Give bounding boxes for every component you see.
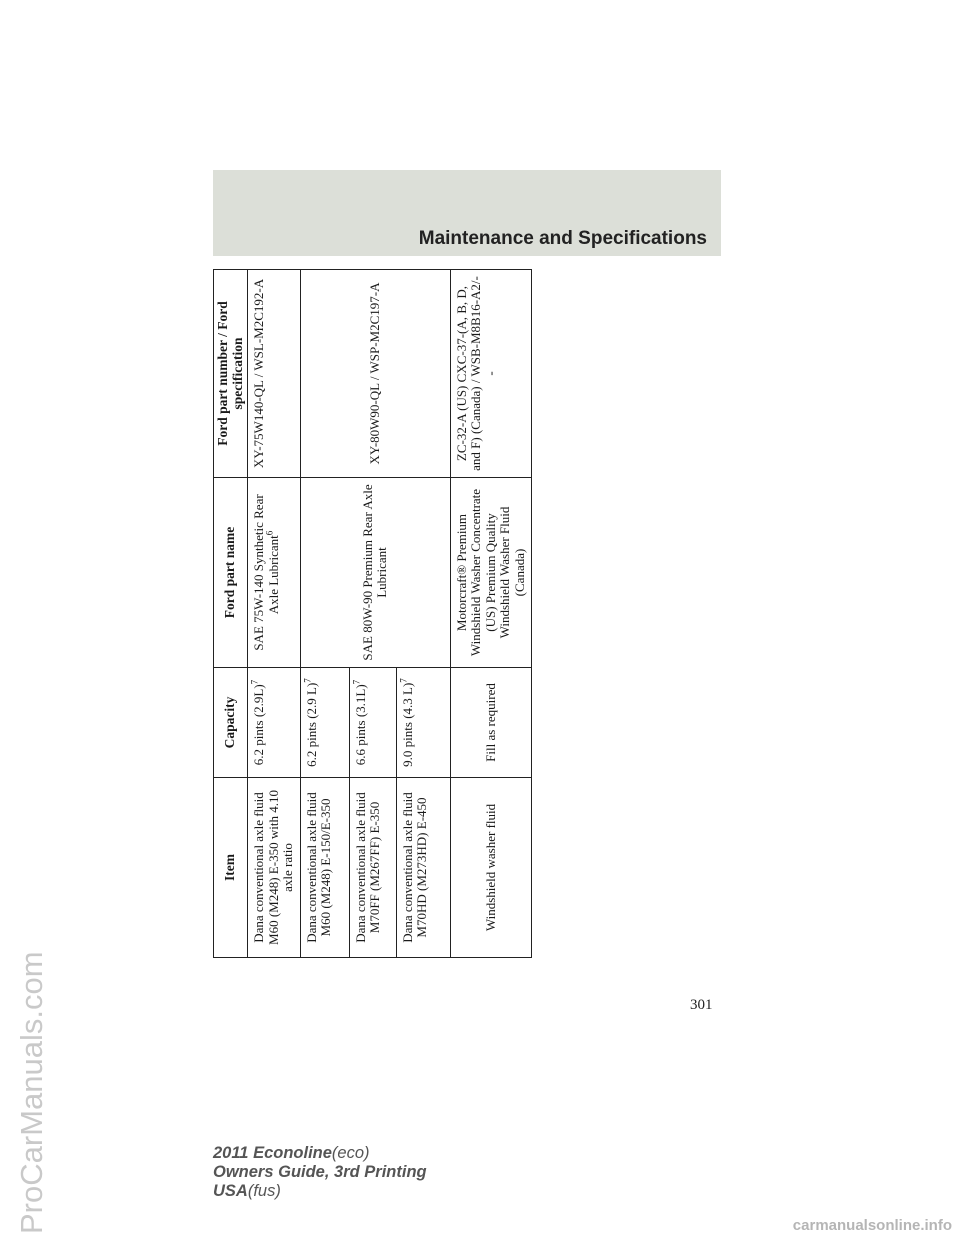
table-row bbox=[248, 270, 301, 958]
bottom-watermark: carmanualsonline.info bbox=[792, 1217, 952, 1234]
footer-line-market: USA(fus) bbox=[213, 1182, 281, 1200]
cell-item: Windshield washer fluid bbox=[450, 778, 532, 958]
column-header-part-name: Ford part name bbox=[214, 478, 248, 668]
footnote-marker: 6 bbox=[264, 530, 275, 536]
specifications-table bbox=[213, 269, 532, 958]
cell-item: Dana conventional axle fluid M70FF (M267FF) E-350 bbox=[349, 778, 396, 958]
cell-part-number: XY-75W140-QL / WSL-M2C192-A bbox=[248, 270, 301, 478]
cell-capacity: 6.6 pints $(3.1L)^7$ bbox=[349, 668, 396, 778]
cell-part-name-shared: SAE 80W-90 Premium Rear Axle Lubricant bbox=[300, 478, 450, 668]
footnote-marker: 7 bbox=[398, 678, 409, 683]
column-header-item: Item bbox=[214, 778, 248, 958]
cell-item: Dana conventional axle fluid M60 (M248) E-150/E-350 bbox=[300, 778, 349, 958]
cell-item: Dana conventional axle fluid M70HD (M273HD) E-450 bbox=[396, 778, 450, 958]
footnote-marker: 7 bbox=[249, 679, 260, 685]
section-title: Maintenance and Specifications bbox=[418, 228, 707, 249]
footer-line-model: 2011 Econoline(eco) bbox=[213, 1144, 370, 1162]
table-row bbox=[300, 270, 349, 958]
cell-item: Dana conventional axle fluid M60 (M248) E-350 with 4.10 axle ratio bbox=[248, 778, 301, 958]
footer-line-printing: Owners Guide, 3rd Printing bbox=[213, 1163, 427, 1181]
page-number: 301 bbox=[690, 997, 713, 1013]
cell-part-number-shared: XY-80W90-QL / WSP-M2C197-A bbox=[300, 270, 450, 478]
specifications-table-container bbox=[213, 270, 527, 958]
section-header-band bbox=[213, 170, 721, 256]
cell-part-number: ZC-32-A (US) CXC-37-(A, B, D, and F) (Canada) / WSB-M8B16-A2/- - bbox=[450, 270, 532, 478]
side-watermark: ProCarManuals.com bbox=[14, 951, 49, 1234]
table-row bbox=[450, 270, 532, 958]
cell-part-name: SAE 75W-140 Synthetic Rear Axle Lubricant$^6$ bbox=[248, 478, 301, 668]
cell-part-name: Motorcraft® Premium Windshield Washer Concentrate (US) Premium Quality Windshield Washer Fluid (Canada) bbox=[450, 478, 532, 668]
cell-capacity: Fill as required bbox=[450, 668, 532, 778]
footnote-marker: 7 bbox=[351, 679, 362, 685]
cell-capacity: 6.2 pints (2.9 L)$^7$ bbox=[300, 668, 349, 778]
column-header-capacity: Capacity bbox=[214, 668, 248, 778]
column-header-part-number: Ford part number / Ford specification bbox=[214, 270, 248, 478]
cell-capacity: 9.0 pints (4.3 L)$^7$ bbox=[396, 668, 450, 778]
document-footer bbox=[213, 1144, 427, 1201]
footnote-marker: 7 bbox=[302, 678, 313, 683]
table-header-row bbox=[214, 270, 248, 958]
cell-capacity: 6.2 pints $(2.9L)^7$ bbox=[248, 668, 301, 778]
